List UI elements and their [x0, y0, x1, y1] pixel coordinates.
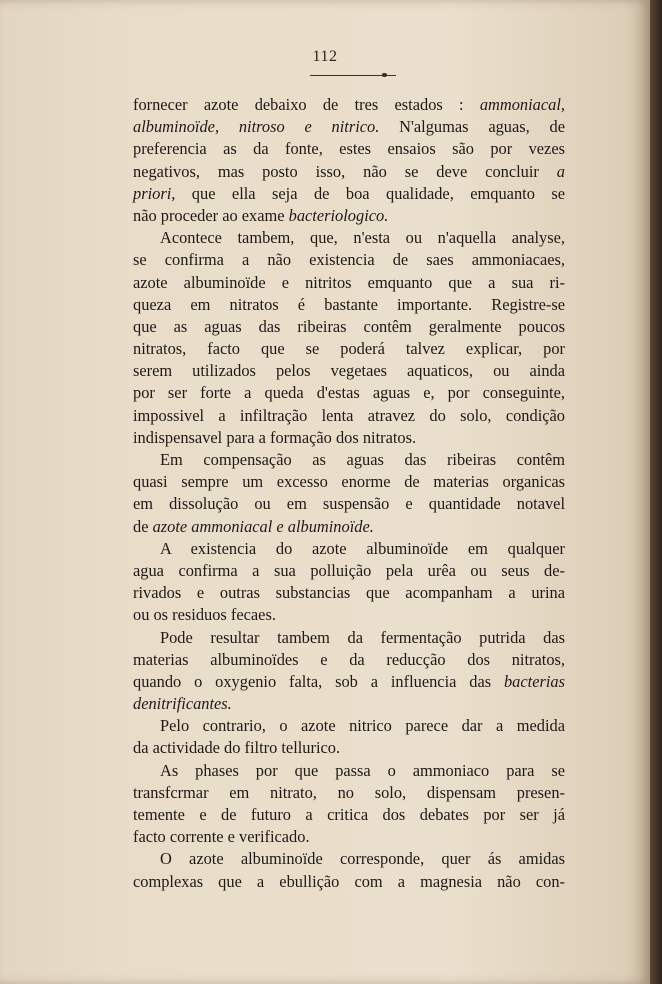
text-segment: quando o oxygenio falta, sob a influencia das [133, 671, 504, 691]
text-line [133, 360, 565, 382]
text-line [133, 627, 565, 649]
italic-text: azote ammoniacal e albuminoïde. [152, 516, 374, 536]
text-line [133, 649, 565, 671]
text-line [133, 382, 565, 404]
text-line [133, 848, 565, 870]
text-segment: temente e de futuro a critica dos debates por ser já [133, 805, 565, 824]
text-line [133, 272, 565, 294]
text-line [133, 427, 565, 449]
text-segment: Acontece tambem, que, n'esta ou n'aquella analyse, [160, 228, 565, 248]
text-line [133, 161, 565, 183]
text-segment: impossivel a infiltração lenta atravez do solo, condição [133, 405, 565, 425]
text-line [133, 516, 565, 538]
text-segment: agua confirma a sua polluição pela urêa ou seus de- [133, 560, 565, 580]
italic-text: denitrificantes. [133, 694, 232, 714]
text-segment: transfcrmar em nitrato, no solo, dispensam presen- [133, 782, 565, 802]
text-segment: negativos, mas posto isso, não se deve concluir [133, 161, 557, 181]
text-segment: rivados e outras substancias que acompanham a urina [133, 583, 565, 603]
text-segment: facto corrente e verificado. [133, 827, 310, 847]
text-segment: se confirma a não existencia de saes ammoniacaes, [133, 250, 565, 270]
text-line [133, 737, 565, 759]
text-segment: nitratos, facto que se poderá talvez explicar, por [133, 339, 565, 359]
italic-text: albuminoïde, nitroso e nitrico. [133, 117, 380, 137]
text-segment: que as aguas das ribeiras contêm geralmente poucos [133, 316, 565, 336]
text-segment: Pode resultar tambem da fermentação putrida das [160, 627, 565, 647]
text-segment: O azote albuminoïde corresponde, quer ás amidas [160, 849, 565, 869]
text-line [133, 826, 565, 848]
text-segment: A existencia do azote albuminoïde em qualquer [160, 538, 565, 558]
text-segment: não proceder ao exame [133, 205, 289, 225]
text-line [133, 671, 565, 693]
text-segment: que ella seja de boa qualidade, emquanto se [175, 183, 565, 203]
book-edge [650, 0, 662, 984]
text-line [133, 227, 565, 249]
text-line [133, 449, 565, 471]
text-segment: Em compensação as aguas das ribeiras contêm [160, 450, 565, 469]
text-line [133, 782, 565, 804]
text-line [133, 338, 565, 360]
text-line [133, 205, 565, 227]
text-segment: preferencia as da fonte, estes ensaios são por vezes [133, 139, 565, 159]
text-line [133, 249, 565, 271]
text-line [133, 715, 565, 737]
text-segment: da actividade do filtro tellurico. [133, 738, 341, 758]
text-segment: por ser forte a queda d'estas aguas e, por conseguinte, [133, 383, 565, 403]
text-segment: de [133, 516, 153, 536]
text-segment: complexas que a ebullição com a magnesia não con- [133, 871, 565, 891]
text-segment: indispensavel para a formação dos nitratos. [133, 427, 417, 447]
text-segment: ou os residuos fecaes. [133, 605, 276, 625]
text-line [133, 138, 565, 160]
text-segment: azote albuminoïde e nitritos emquanto que a sua ri- [133, 272, 565, 292]
page-number: 112 [312, 48, 338, 65]
text-line [133, 471, 565, 493]
italic-text: bacteriologico. [288, 205, 389, 225]
italic-text: a [556, 161, 565, 181]
text-line [133, 405, 565, 427]
text-line [133, 582, 565, 604]
text-line [133, 560, 565, 582]
text-segment: quasi sempre um excesso enorme de materias organicas [133, 472, 565, 492]
text-line [133, 804, 565, 826]
text-line [133, 538, 565, 560]
text-line [133, 294, 565, 316]
text-line [133, 604, 565, 626]
body-text [133, 94, 565, 893]
text-line [133, 94, 565, 116]
text-segment: serem utilizados pelos vegetaes aquaticos, ou ainda [133, 361, 565, 381]
text-line [133, 871, 565, 893]
header-rule-ornament [382, 73, 387, 77]
text-line [133, 693, 565, 715]
text-segment: queza em nitratos é bastante importante. Registre-se [133, 294, 565, 314]
text-line [133, 116, 565, 138]
text-segment: Pelo contrario, o azote nitrico parece dar a medida [160, 716, 565, 736]
italic-text: bacterias [503, 671, 565, 691]
text-line [133, 493, 565, 515]
text-line [133, 183, 565, 205]
text-segment: As phases por que passa o ammoniaco para se [160, 760, 565, 780]
italic-text: ammoniacal, [479, 95, 565, 114]
text-segment: fornecer azote debaixo de tres estados : [133, 95, 480, 114]
text-segment: materias albuminoïdes e da reducção dos nitratos, [133, 649, 565, 669]
text-line [133, 316, 565, 338]
text-line [133, 760, 565, 782]
text-segment: N'algumas aguas, de [379, 117, 565, 137]
italic-text: priori, [133, 183, 176, 203]
text-segment: em dissolução ou em suspensão e quantidade notavel [133, 494, 565, 514]
